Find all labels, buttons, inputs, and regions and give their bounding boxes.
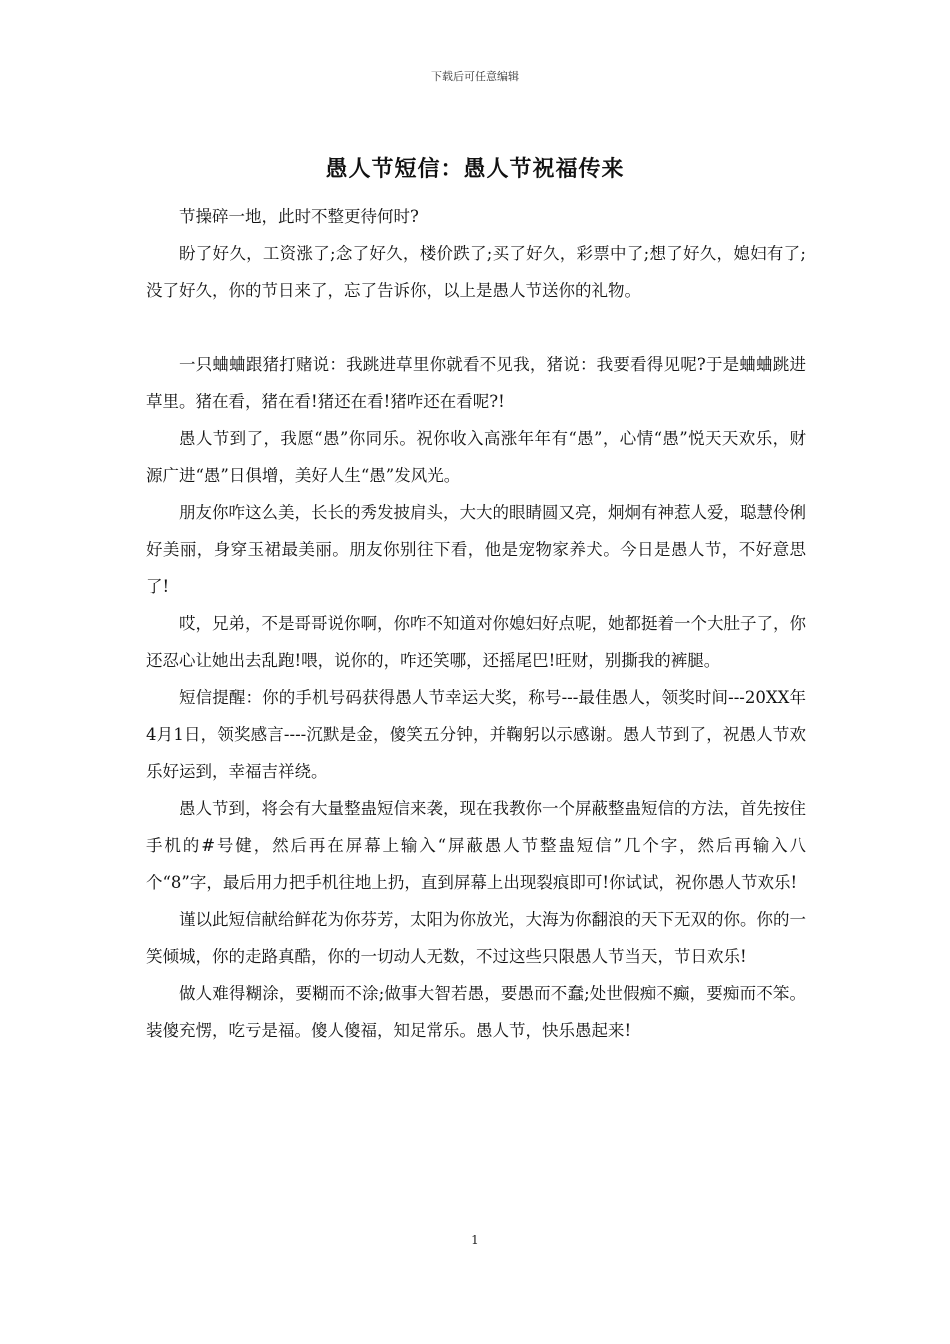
paragraph: 短信提醒：你的手机号码获得愚人节幸运大奖，称号---最佳愚人，领奖时间---20XX年4月1日，领奖感言----沉默是金，傻笑五分钟，并鞠躬以示感谢。愚人节到了，祝愚人节欢乐好运到，幸福吉祥绕。 <box>146 688 806 781</box>
page-number: 1 <box>471 1233 479 1247</box>
document-title: 愚人节短信：愚人节祝福传来 <box>325 156 625 182</box>
paragraph: 谨以此短信献给鲜花为你芬芳，太阳为你放光，大海为你翻浪的天下无双的你。你的一笑倾城，你的走路真酷，你的一切动人无数，不过这些只限愚人节当天，节日欢乐! <box>146 910 806 966</box>
paragraph: 哎，兄弟，不是哥哥说你啊，你咋不知道对你媳妇好点呢，她都挺着一个大肚子了，你还忍心让她出去乱跑!喂，说你的，咋还笑哪，还摇尾巴!旺财，别撕我的裤腿。 <box>146 614 806 670</box>
paragraph: 一只蛐蛐跟猪打赌说：我跳进草里你就看不见我，猪说：我要看得见呢?于是蛐蛐跳进草里。猪在看，猪在看!猪还在看!猪咋还在看呢?! <box>146 355 806 411</box>
paragraph: 节操碎一地，此时不整更待何时? <box>179 207 419 226</box>
paragraph: 盼了好久，工资涨了;念了好久，楼价跌了;买了好久，彩票中了;想了好久，媳妇有了;没了好久，你的节日来了，忘了告诉你，以上是愚人节送你的礼物。 <box>146 244 806 300</box>
paragraph: 做人难得糊涂，要糊而不涂;做事大智若愚，要愚而不蠢;处世假痴不癫，要痴而不笨。装傻充愣，吃亏是福。傻人傻福，知足常乐。愚人节，快乐愚起来! <box>146 984 806 1040</box>
document-body <box>146 198 806 1049</box>
blank-line <box>146 309 806 346</box>
page-header-note: 下载后可任意编辑 <box>431 70 519 83</box>
paragraph: 朋友你咋这么美，长长的秀发披肩头，大大的眼睛圆又亮，炯炯有神惹人爱，聪慧伶俐好美丽，身穿玉裙最美丽。朋友你别往下看，他是宠物家养犬。今日是愚人节，不好意思了! <box>146 503 806 596</box>
paragraph: 愚人节到，将会有大量整蛊短信来袭，现在我教你一个屏蔽整蛊短信的方法，首先按住手机的#号健，然后再在屏幕上输入“屏蔽愚人节整蛊短信”几个字，然后再输入八个“8”字，最后用力把手机往地上扔，直到屏幕上出现裂痕即可!你试试，祝你愚人节欢乐! <box>146 799 806 892</box>
paragraph: 愚人节到了，我愿“愚”你同乐。祝你收入高涨年年有“愚”，心情“愚”悦天天欢乐，财源广进“愚”日俱增，美好人生“愚”发风光。 <box>146 429 806 485</box>
